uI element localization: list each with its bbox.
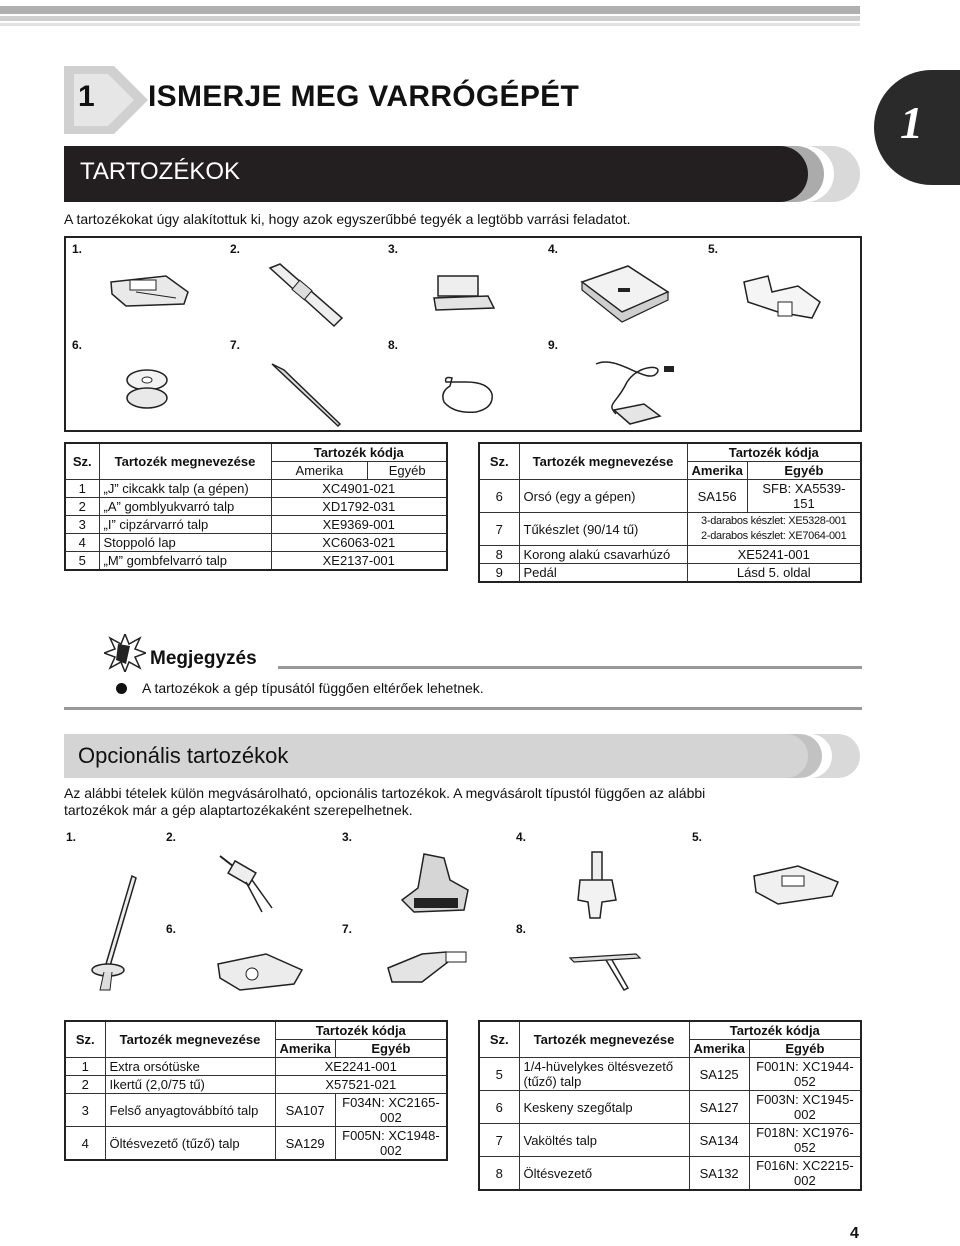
section-title: TARTOZÉKOK <box>80 158 241 185</box>
optional-table-2 <box>478 1020 862 1191</box>
note-title: Megjegyzés <box>150 648 257 669</box>
table-row <box>65 552 447 571</box>
col-header-america: Amerika <box>275 1040 335 1058</box>
row-other: F016N: XC2215-002 <box>749 1157 861 1191</box>
needle-icon <box>268 362 348 428</box>
col-header-name: Tartozék megnevezése <box>519 1021 689 1058</box>
col-header-other: Egyéb <box>747 462 861 480</box>
row-no: 9 <box>479 564 519 583</box>
row-name: Tűkészlet (90/14 tű) <box>519 513 687 546</box>
row-no: 7 <box>479 513 519 546</box>
optional-title: Opcionális tartozékok <box>78 743 289 768</box>
header-stripes <box>0 6 860 32</box>
table-row <box>65 480 447 498</box>
table-row <box>479 1058 861 1091</box>
optional-intro-line-2: tartozékok már a gép alaptartozékaként szerepelhetnek. <box>64 802 413 818</box>
row-other: F001N: XC1944-052 <box>749 1058 861 1091</box>
table-row <box>65 498 447 516</box>
row-america: SA107 <box>275 1094 335 1127</box>
col-header-code: Tartozék kódja <box>687 443 861 462</box>
accessory-label-4: 4. <box>548 242 559 256</box>
row-no: 8 <box>479 1157 519 1191</box>
col-header-name: Tartozék megnevezése <box>519 443 687 480</box>
optional-label-3: 3. <box>342 830 353 844</box>
col-header-no: Sz. <box>65 1021 105 1058</box>
row-code: XE2241-001 <box>275 1058 447 1076</box>
accessory-label-8: 8. <box>388 338 399 352</box>
row-no: 5 <box>65 552 99 571</box>
note-divider <box>278 666 862 669</box>
col-header-name: Tartozék megnevezése <box>105 1021 275 1058</box>
row-name: „A” gomblyukvarró talp <box>99 498 271 516</box>
row-no: 8 <box>479 546 519 564</box>
col-header-code: Tartozék kódja <box>271 443 447 462</box>
row-other: F034N: XC2165-002 <box>335 1094 447 1127</box>
walking-foot-icon <box>394 850 474 920</box>
buttonhole-foot-icon <box>266 262 346 332</box>
section-intro: A tartozékokat úgy alakítottuk ki, hogy azok egyszerűbbé tegyék a legtöbb varrási feladatot. <box>64 211 631 227</box>
row-no: 1 <box>65 1058 105 1076</box>
optional-label-5: 5. <box>692 830 703 844</box>
row-no: 2 <box>65 498 99 516</box>
accessories-illustration-box <box>64 236 862 432</box>
col-header-other: Egyéb <box>368 462 447 480</box>
note-text: A tartozékok a gép típusától függően eltérőek lehetnek. <box>142 680 484 696</box>
row-america: SA132 <box>689 1157 749 1191</box>
row-no: 6 <box>479 1091 519 1124</box>
accessories-table-2 <box>478 442 862 583</box>
row-code: XC4901-021 <box>271 480 447 498</box>
table-row <box>479 1124 861 1157</box>
stitch-guide-icon <box>566 948 642 996</box>
optional-table-1 <box>64 1020 448 1161</box>
table-row <box>479 1091 861 1124</box>
quarter-inch-foot-icon <box>748 854 844 910</box>
row-code-line2: 2-darabos készlet: XE7064-001 <box>701 530 847 542</box>
accessory-label-3: 3. <box>388 242 399 256</box>
accessories-table-1 <box>64 442 448 571</box>
zipper-foot-icon <box>428 268 498 318</box>
chapter-tab <box>874 70 960 185</box>
row-name: Öltésvezető <box>519 1157 689 1191</box>
table-row <box>479 513 861 546</box>
page-number: 4 <box>850 1225 859 1242</box>
row-name: Extra orsótüske <box>105 1058 275 1076</box>
spool-pin-icon <box>88 872 148 992</box>
row-code: XC6063-021 <box>271 534 447 552</box>
table-row <box>479 480 861 513</box>
darning-plate-icon <box>572 262 672 328</box>
chapter-number: 1 <box>78 80 95 113</box>
row-code: XE2137-001 <box>271 552 447 571</box>
row-no: 3 <box>65 1094 105 1127</box>
section-title-bar <box>64 146 808 202</box>
col-header-other: Egyéb <box>335 1040 447 1058</box>
optional-label-2: 2. <box>166 830 177 844</box>
bullet-icon <box>116 683 127 694</box>
row-code-line1: 3-darabos készlet: XE5328-001 <box>701 515 847 527</box>
row-name: Ikertű (2,0/75 tű) <box>105 1076 275 1094</box>
col-header-name: Tartozék megnevezése <box>99 443 271 480</box>
table-row <box>65 1076 447 1094</box>
table-row <box>65 534 447 552</box>
row-name: Korong alakú csavarhúzó <box>519 546 687 564</box>
accessory-label-2: 2. <box>230 242 241 256</box>
accessory-label-5: 5. <box>708 242 719 256</box>
col-header-america: Amerika <box>687 462 747 480</box>
row-america: SA125 <box>689 1058 749 1091</box>
row-no: 6 <box>479 480 519 513</box>
col-header-other: Egyéb <box>749 1040 861 1058</box>
col-header-no: Sz. <box>479 1021 519 1058</box>
row-name: „I” cipzárvarró talp <box>99 516 271 534</box>
row-other: F018N: XC1976-052 <box>749 1124 861 1157</box>
subsection-title-bar <box>64 734 808 778</box>
twin-needle-icon <box>216 852 280 916</box>
row-name: „J” cikcakk talp (a gépen) <box>99 480 271 498</box>
row-name: 1/4-hüvelykes öltésvezető (tűző) talp <box>519 1058 689 1091</box>
row-code: XE9369-001 <box>271 516 447 534</box>
accessory-label-6: 6. <box>72 338 83 352</box>
narrow-hemmer-foot-icon <box>212 944 308 994</box>
row-name: Keskeny szegőtalp <box>519 1091 689 1124</box>
row-other: F003N: XC1945-002 <box>749 1091 861 1124</box>
table-row <box>479 564 861 583</box>
optional-label-8: 8. <box>516 922 527 936</box>
optional-label-4: 4. <box>516 830 527 844</box>
row-no: 3 <box>65 516 99 534</box>
row-name: Vaköltés talp <box>519 1124 689 1157</box>
col-header-america: Amerika <box>689 1040 749 1058</box>
row-code: X57521-021 <box>275 1076 447 1094</box>
row-name: Stoppoló lap <box>99 534 271 552</box>
optional-label-6: 6. <box>166 922 177 936</box>
table-row <box>65 1127 447 1161</box>
row-code: XE5241-001 <box>687 546 861 564</box>
accessory-label-7: 7. <box>230 338 241 352</box>
row-name: Öltésvezető (tűző) talp <box>105 1127 275 1161</box>
row-no: 2 <box>65 1076 105 1094</box>
col-header-no: Sz. <box>479 443 519 480</box>
row-america: SA156 <box>687 480 747 513</box>
chapter-tab-number: 1 <box>900 97 923 148</box>
row-name: „M” gombfelvarró talp <box>99 552 271 571</box>
zigzag-foot-icon <box>106 262 196 312</box>
optional-intro-line-1: Az alábbi tételek külön megvásárolható, opcionális tartozékok. A megvásárolt típustól függően az alábbi <box>64 785 706 801</box>
accessory-label-9: 9. <box>548 338 559 352</box>
row-no: 1 <box>65 480 99 498</box>
quilting-foot-icon <box>572 850 622 922</box>
row-code: Lásd 5. oldal <box>687 564 861 583</box>
disc-screwdriver-icon <box>436 372 500 416</box>
foot-controller-icon <box>586 354 686 430</box>
row-code: XD1792-031 <box>271 498 447 516</box>
table-row <box>479 1157 861 1191</box>
optional-label-1: 1. <box>66 830 77 844</box>
row-no: 5 <box>479 1058 519 1091</box>
col-header-no: Sz. <box>65 443 99 480</box>
accessory-label-1: 1. <box>72 242 83 256</box>
bobbin-icon <box>122 366 172 412</box>
row-no: 7 <box>479 1124 519 1157</box>
row-code <box>687 513 861 546</box>
row-other: F005N: XC1948-002 <box>335 1127 447 1161</box>
note-divider-bottom <box>64 707 862 710</box>
blind-stitch-foot-icon <box>382 938 472 988</box>
optional-label-7: 7. <box>342 922 353 936</box>
row-name: Felső anyagtovábbító talp <box>105 1094 275 1127</box>
row-no: 4 <box>65 1127 105 1161</box>
col-header-code: Tartozék kódja <box>689 1021 861 1040</box>
col-header-code: Tartozék kódja <box>275 1021 447 1040</box>
note-burst-icon <box>104 634 146 672</box>
row-name: Pedál <box>519 564 687 583</box>
row-america: SA129 <box>275 1127 335 1161</box>
row-america: SA134 <box>689 1124 749 1157</box>
row-name: Orsó (egy a gépen) <box>519 480 687 513</box>
row-no: 4 <box>65 534 99 552</box>
col-header-america: Amerika <box>271 462 368 480</box>
row-america: SA127 <box>689 1091 749 1124</box>
chapter-title: ISMERJE MEG VARRÓGÉPÉT <box>148 80 580 113</box>
table-row <box>479 546 861 564</box>
table-row <box>65 1094 447 1127</box>
row-other: SFB: XA5539-151 <box>747 480 861 513</box>
table-row <box>65 1058 447 1076</box>
button-sewing-foot-icon <box>738 262 828 332</box>
table-row <box>65 516 447 534</box>
